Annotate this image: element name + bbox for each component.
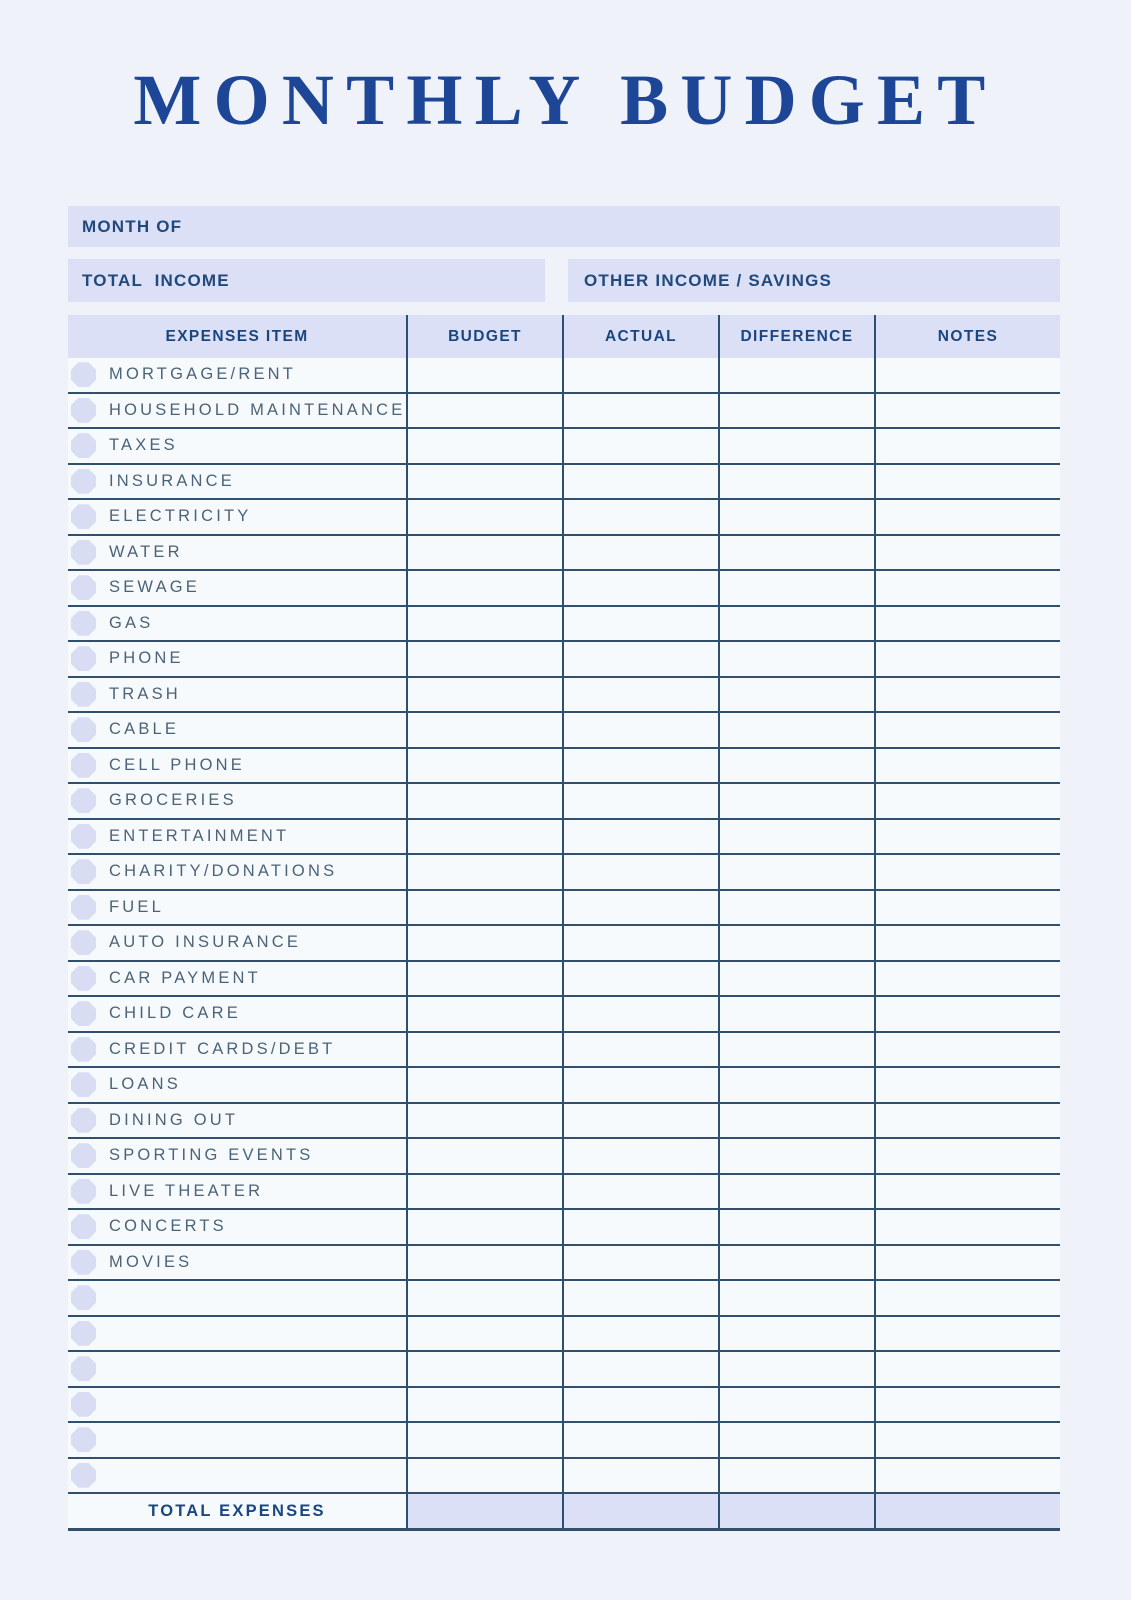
octagon-bullet-icon xyxy=(71,1214,96,1239)
notes-cell[interactable] xyxy=(876,1139,1060,1173)
notes-cell[interactable] xyxy=(876,571,1060,605)
difference-cell[interactable] xyxy=(720,891,876,925)
total-expenses-label: TOTAL EXPENSES xyxy=(148,1501,326,1520)
total-income-label: TOTAL INCOME xyxy=(82,270,230,290)
table-row xyxy=(68,1104,1060,1140)
expense-item-cell xyxy=(68,429,408,463)
table-row xyxy=(68,358,1060,394)
table-row xyxy=(68,926,1060,962)
difference-cell[interactable] xyxy=(720,1068,876,1102)
expense-item-label: FUEL xyxy=(109,897,164,916)
difference-cell[interactable] xyxy=(720,642,876,676)
expense-item-cell xyxy=(68,1139,408,1173)
budget-cell[interactable] xyxy=(408,500,564,534)
notes-cell[interactable] xyxy=(876,1317,1060,1351)
actual-cell[interactable] xyxy=(564,607,720,641)
actual-cell[interactable] xyxy=(564,1459,720,1493)
expense-item-cell[interactable] xyxy=(68,1423,408,1457)
expense-item-label: ELECTRICITY xyxy=(109,507,252,526)
notes-cell[interactable] xyxy=(876,1104,1060,1138)
total-budget-cell[interactable] xyxy=(408,1494,564,1528)
notes-cell[interactable] xyxy=(876,536,1060,570)
empty-table-row xyxy=(68,1459,1060,1495)
octagon-bullet-icon xyxy=(71,859,96,884)
notes-cell[interactable] xyxy=(876,713,1060,747)
difference-cell[interactable] xyxy=(720,820,876,854)
budget-cell[interactable] xyxy=(408,1423,564,1457)
octagon-bullet-icon xyxy=(71,1250,96,1275)
budget-cell[interactable] xyxy=(408,536,564,570)
table-row xyxy=(68,394,1060,430)
expense-item-label: MORTGAGE/RENT xyxy=(109,365,297,384)
difference-cell[interactable] xyxy=(720,1281,876,1315)
actual-cell[interactable] xyxy=(564,500,720,534)
difference-cell[interactable] xyxy=(720,1104,876,1138)
expense-item-cell[interactable] xyxy=(68,1459,408,1493)
octagon-bullet-icon xyxy=(71,1037,96,1062)
total-notes-cell[interactable] xyxy=(876,1494,1060,1528)
difference-cell[interactable] xyxy=(720,1388,876,1422)
octagon-bullet-icon xyxy=(71,646,96,671)
header-budget: BUDGET xyxy=(408,315,564,358)
budget-cell[interactable] xyxy=(408,962,564,996)
budget-cell[interactable] xyxy=(408,891,564,925)
budget-cell[interactable] xyxy=(408,1317,564,1351)
table-row xyxy=(68,536,1060,572)
actual-cell[interactable] xyxy=(564,465,720,499)
expense-item-label: CELL PHONE xyxy=(109,755,245,774)
expense-item-cell xyxy=(68,1068,408,1102)
actual-cell[interactable] xyxy=(564,855,720,889)
budget-cell[interactable] xyxy=(408,1210,564,1244)
notes-cell[interactable] xyxy=(876,500,1060,534)
notes-cell[interactable] xyxy=(876,1352,1060,1386)
difference-cell[interactable] xyxy=(720,571,876,605)
octagon-bullet-icon xyxy=(71,611,96,636)
expense-item-cell xyxy=(68,997,408,1031)
notes-cell[interactable] xyxy=(876,1068,1060,1102)
difference-cell[interactable] xyxy=(720,962,876,996)
table-row xyxy=(68,713,1060,749)
octagon-bullet-icon xyxy=(71,753,96,778)
table-row xyxy=(68,891,1060,927)
expense-item-cell xyxy=(68,642,408,676)
empty-table-row xyxy=(68,1352,1060,1388)
octagon-bullet-icon xyxy=(71,1001,96,1026)
expense-item-label: CAR PAYMENT xyxy=(109,968,261,987)
budget-cell[interactable] xyxy=(408,642,564,676)
expense-item-label: CHARITY/DONATIONS xyxy=(109,862,338,881)
table-row xyxy=(68,678,1060,714)
notes-cell[interactable] xyxy=(876,1210,1060,1244)
octagon-bullet-icon xyxy=(71,469,96,494)
difference-cell[interactable] xyxy=(720,1423,876,1457)
expense-item-cell xyxy=(68,820,408,854)
difference-cell[interactable] xyxy=(720,1210,876,1244)
notes-cell[interactable] xyxy=(876,642,1060,676)
budget-cell[interactable] xyxy=(408,1388,564,1422)
expense-item-cell[interactable] xyxy=(68,1281,408,1315)
table-row xyxy=(68,997,1060,1033)
expense-item-cell[interactable] xyxy=(68,1317,408,1351)
total-income-field[interactable] xyxy=(68,259,545,302)
expense-item-label: INSURANCE xyxy=(109,471,235,490)
total-expenses-row xyxy=(68,1494,1060,1531)
expense-item-label: CHILD CARE xyxy=(109,1004,241,1023)
month-of-label: MONTH OF xyxy=(82,216,183,236)
expense-item-cell xyxy=(68,465,408,499)
table-row xyxy=(68,784,1060,820)
difference-cell[interactable] xyxy=(720,1246,876,1280)
difference-cell[interactable] xyxy=(720,855,876,889)
expense-item-cell xyxy=(68,394,408,428)
expense-item-label: TAXES xyxy=(109,436,178,455)
expense-item-cell xyxy=(68,891,408,925)
actual-cell[interactable] xyxy=(564,1281,720,1315)
notes-cell[interactable] xyxy=(876,855,1060,889)
table-header-row xyxy=(68,315,1060,358)
difference-cell[interactable] xyxy=(720,607,876,641)
table-row xyxy=(68,465,1060,501)
income-row xyxy=(68,259,1060,302)
difference-cell[interactable] xyxy=(720,1139,876,1173)
table-row xyxy=(68,1033,1060,1069)
expense-item-label: MOVIES xyxy=(109,1252,193,1271)
table-row xyxy=(68,500,1060,536)
difference-cell[interactable] xyxy=(720,1459,876,1493)
expense-item-cell xyxy=(68,358,408,392)
budget-cell[interactable] xyxy=(408,1139,564,1173)
notes-cell[interactable] xyxy=(876,1423,1060,1457)
actual-cell[interactable] xyxy=(564,1175,720,1209)
budget-cell[interactable] xyxy=(408,749,564,783)
actual-cell[interactable] xyxy=(564,1317,720,1351)
expense-item-cell xyxy=(68,962,408,996)
budget-cell[interactable] xyxy=(408,678,564,712)
table-row xyxy=(68,571,1060,607)
notes-cell[interactable] xyxy=(876,997,1060,1031)
budget-cell[interactable] xyxy=(408,1459,564,1493)
notes-cell[interactable] xyxy=(876,429,1060,463)
expense-item-label: HOUSEHOLD MAINTENANCE xyxy=(109,400,406,419)
octagon-bullet-icon xyxy=(71,398,96,423)
budget-cell[interactable] xyxy=(408,607,564,641)
notes-cell[interactable] xyxy=(876,1459,1060,1493)
expense-item-label: CREDIT CARDS/DEBT xyxy=(109,1039,336,1058)
table-row xyxy=(68,855,1060,891)
notes-cell[interactable] xyxy=(876,1281,1060,1315)
octagon-bullet-icon xyxy=(71,1285,96,1310)
octagon-bullet-icon xyxy=(71,717,96,742)
expense-item-cell xyxy=(68,500,408,534)
octagon-bullet-icon xyxy=(71,682,96,707)
notes-cell[interactable] xyxy=(876,465,1060,499)
expense-item-label: WATER xyxy=(109,542,183,561)
octagon-bullet-icon xyxy=(71,1179,96,1204)
difference-cell[interactable] xyxy=(720,678,876,712)
expense-item-label: SPORTING EVENTS xyxy=(109,1146,314,1165)
expense-item-cell xyxy=(68,536,408,570)
budget-cell[interactable] xyxy=(408,358,564,392)
octagon-bullet-icon xyxy=(71,1108,96,1133)
actual-cell[interactable] xyxy=(564,997,720,1031)
expense-item-label: CONCERTS xyxy=(109,1217,227,1236)
octagon-bullet-icon xyxy=(71,362,96,387)
expense-item-cell xyxy=(68,713,408,747)
total-difference-cell[interactable] xyxy=(720,1494,876,1528)
budget-cell[interactable] xyxy=(408,1068,564,1102)
table-body xyxy=(68,358,1060,1494)
notes-cell[interactable] xyxy=(876,1246,1060,1280)
octagon-bullet-icon xyxy=(71,1392,96,1417)
difference-cell[interactable] xyxy=(720,358,876,392)
budget-cell[interactable] xyxy=(408,1281,564,1315)
document-content xyxy=(68,206,1060,1531)
actual-cell[interactable] xyxy=(564,891,720,925)
empty-table-row xyxy=(68,1281,1060,1317)
total-expenses-label-cell xyxy=(68,1494,408,1528)
difference-cell[interactable] xyxy=(720,784,876,818)
notes-cell[interactable] xyxy=(876,820,1060,854)
octagon-bullet-icon xyxy=(71,824,96,849)
expense-item-label: GAS xyxy=(109,613,154,632)
notes-cell[interactable] xyxy=(876,784,1060,818)
octagon-bullet-icon xyxy=(71,788,96,813)
actual-cell[interactable] xyxy=(564,1210,720,1244)
actual-cell[interactable] xyxy=(564,749,720,783)
difference-cell[interactable] xyxy=(720,749,876,783)
actual-cell[interactable] xyxy=(564,1068,720,1102)
actual-cell[interactable] xyxy=(564,1033,720,1067)
budget-cell[interactable] xyxy=(408,997,564,1031)
table-row xyxy=(68,820,1060,856)
budget-cell[interactable] xyxy=(408,820,564,854)
octagon-bullet-icon xyxy=(71,504,96,529)
notes-cell[interactable] xyxy=(876,1033,1060,1067)
expense-item-label: SEWAGE xyxy=(109,578,201,597)
expense-item-cell xyxy=(68,1246,408,1280)
difference-cell[interactable] xyxy=(720,465,876,499)
difference-cell[interactable] xyxy=(720,713,876,747)
budget-cell[interactable] xyxy=(408,855,564,889)
empty-table-row xyxy=(68,1423,1060,1459)
octagon-bullet-icon xyxy=(71,966,96,991)
expense-item-cell xyxy=(68,571,408,605)
difference-cell[interactable] xyxy=(720,1033,876,1067)
difference-cell[interactable] xyxy=(720,1175,876,1209)
expense-item-cell xyxy=(68,784,408,818)
difference-cell[interactable] xyxy=(720,500,876,534)
table-row xyxy=(68,749,1060,785)
octagon-bullet-icon xyxy=(71,1072,96,1097)
notes-cell[interactable] xyxy=(876,1388,1060,1422)
expense-item-label: PHONE xyxy=(109,649,184,668)
budget-cell[interactable] xyxy=(408,926,564,960)
expense-item-cell xyxy=(68,749,408,783)
actual-cell[interactable] xyxy=(564,962,720,996)
expense-item-label: AUTO INSURANCE xyxy=(109,933,302,952)
table-row xyxy=(68,1175,1060,1211)
expenses-table xyxy=(68,315,1060,1531)
empty-table-row xyxy=(68,1388,1060,1424)
budget-cell[interactable] xyxy=(408,429,564,463)
other-income-savings-field[interactable] xyxy=(568,259,1060,302)
budget-cell[interactable] xyxy=(408,394,564,428)
expense-item-cell xyxy=(68,1210,408,1244)
expense-item-label: GROCERIES xyxy=(109,791,237,810)
expense-item-cell xyxy=(68,678,408,712)
actual-cell[interactable] xyxy=(564,1423,720,1457)
header-actual: ACTUAL xyxy=(564,315,720,358)
octagon-bullet-icon xyxy=(71,930,96,955)
notes-cell[interactable] xyxy=(876,749,1060,783)
expense-item-cell xyxy=(68,607,408,641)
table-row xyxy=(68,1246,1060,1282)
other-income-savings-label: OTHER INCOME / SAVINGS xyxy=(584,270,833,290)
actual-cell[interactable] xyxy=(564,536,720,570)
total-actual-cell[interactable] xyxy=(564,1494,720,1528)
table-row xyxy=(68,1068,1060,1104)
expense-item-cell xyxy=(68,1033,408,1067)
actual-cell[interactable] xyxy=(564,1388,720,1422)
actual-cell[interactable] xyxy=(564,642,720,676)
budget-cell[interactable] xyxy=(408,1175,564,1209)
expense-item-label: TRASH xyxy=(109,684,181,703)
expense-item-label: LIVE THEATER xyxy=(109,1181,264,1200)
table-row xyxy=(68,1210,1060,1246)
header-notes: NOTES xyxy=(937,327,999,345)
budget-cell[interactable] xyxy=(408,1033,564,1067)
actual-cell[interactable] xyxy=(564,1246,720,1280)
actual-cell[interactable] xyxy=(564,394,720,428)
difference-cell[interactable] xyxy=(720,1317,876,1351)
actual-cell[interactable] xyxy=(564,1104,720,1138)
notes-cell[interactable] xyxy=(876,891,1060,925)
octagon-bullet-icon xyxy=(71,1143,96,1168)
expense-item-label: LOANS xyxy=(109,1075,181,1094)
expense-item-label: DINING OUT xyxy=(109,1110,239,1129)
expense-item-cell[interactable] xyxy=(68,1352,408,1386)
notes-cell[interactable] xyxy=(876,926,1060,960)
table-row xyxy=(68,642,1060,678)
notes-cell[interactable] xyxy=(876,394,1060,428)
page-title: MONTHLY BUDGET xyxy=(133,60,998,140)
budget-cell[interactable] xyxy=(408,465,564,499)
table-row xyxy=(68,1139,1060,1175)
difference-cell[interactable] xyxy=(720,926,876,960)
actual-cell[interactable] xyxy=(564,1139,720,1173)
notes-cell[interactable] xyxy=(876,607,1060,641)
expense-item-label: ENTERTAINMENT xyxy=(109,826,290,845)
budget-cell[interactable] xyxy=(408,571,564,605)
notes-cell[interactable] xyxy=(876,358,1060,392)
octagon-bullet-icon xyxy=(71,575,96,600)
month-of-field[interactable] xyxy=(68,206,1060,247)
budget-cell[interactable] xyxy=(408,1352,564,1386)
actual-cell[interactable] xyxy=(564,784,720,818)
actual-cell[interactable] xyxy=(564,678,720,712)
table-row xyxy=(68,607,1060,643)
budget-cell[interactable] xyxy=(408,1104,564,1138)
difference-cell[interactable] xyxy=(720,1352,876,1386)
expense-item-cell xyxy=(68,1104,408,1138)
notes-cell[interactable] xyxy=(876,678,1060,712)
table-row xyxy=(68,429,1060,465)
table-row xyxy=(68,962,1060,998)
actual-cell[interactable] xyxy=(564,1352,720,1386)
actual-cell[interactable] xyxy=(564,429,720,463)
actual-cell[interactable] xyxy=(564,820,720,854)
budget-cell[interactable] xyxy=(408,1246,564,1280)
notes-cell[interactable] xyxy=(876,962,1060,996)
actual-cell[interactable] xyxy=(564,713,720,747)
header-expenses-item: EXPENSES ITEM xyxy=(68,315,408,358)
actual-cell[interactable] xyxy=(564,926,720,960)
difference-cell[interactable] xyxy=(720,429,876,463)
octagon-bullet-icon xyxy=(71,1321,96,1346)
expense-item-cell xyxy=(68,926,408,960)
header-difference: DIFFERENCE xyxy=(720,315,876,358)
octagon-bullet-icon xyxy=(71,895,96,920)
expense-item-cell xyxy=(68,1175,408,1209)
expense-item-cell[interactable] xyxy=(68,1388,408,1422)
octagon-bullet-icon xyxy=(71,1427,96,1452)
octagon-bullet-icon xyxy=(71,433,96,458)
expense-item-label: CABLE xyxy=(109,720,180,739)
expense-item-cell xyxy=(68,855,408,889)
actual-cell[interactable] xyxy=(564,571,720,605)
empty-table-row xyxy=(68,1317,1060,1353)
octagon-bullet-icon xyxy=(71,540,96,565)
octagon-bullet-icon xyxy=(71,1463,96,1488)
difference-cell[interactable] xyxy=(720,536,876,570)
difference-cell[interactable] xyxy=(720,997,876,1031)
budget-cell[interactable] xyxy=(408,713,564,747)
octagon-bullet-icon xyxy=(71,1356,96,1381)
notes-cell[interactable] xyxy=(876,1175,1060,1209)
difference-cell[interactable] xyxy=(720,394,876,428)
budget-cell[interactable] xyxy=(408,784,564,818)
actual-cell[interactable] xyxy=(564,358,720,392)
